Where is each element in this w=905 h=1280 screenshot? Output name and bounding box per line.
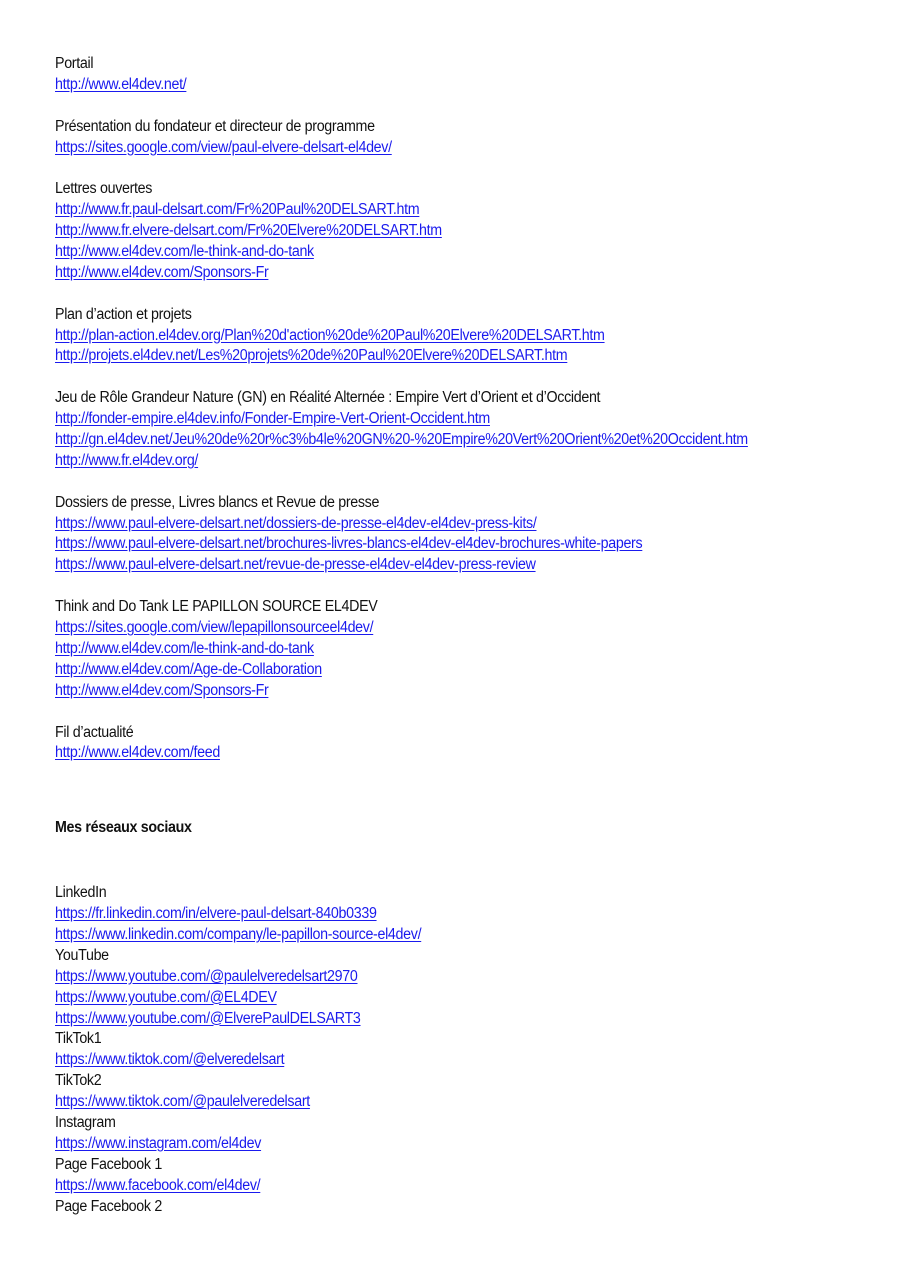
link[interactable]: http://www.el4dev.com/Sponsors-Fr	[55, 263, 269, 281]
section-title: Présentation du fondateur et directeur de programme	[55, 117, 375, 135]
social-heading: Mes réseaux sociaux	[55, 819, 192, 837]
section-title: Think and Do Tank LE PAPILLON SOURCE EL4DEV	[55, 598, 378, 616]
link[interactable]: https://www.youtube.com/@ElverePaulDELSART3	[55, 1009, 361, 1027]
link[interactable]: http://www.fr.el4dev.org/	[55, 451, 199, 469]
link[interactable]: http://www.el4dev.com/Age-de-Collaboration	[55, 660, 322, 678]
link[interactable]: http://fonder-empire.el4dev.info/Fonder-Empire-Vert-Orient-Occident.htm	[55, 410, 490, 428]
link[interactable]: https://fr.linkedin.com/in/elvere-paul-delsart-840b0339	[55, 905, 377, 923]
section-title: Jeu de Rôle Grandeur Nature (GN) en Réalité Alternée : Empire Vert d’Orient et d’Occident	[55, 389, 601, 407]
section-title: Portail	[55, 55, 94, 72]
link[interactable]: https://www.youtube.com/@EL4DEV	[55, 988, 277, 1006]
section-title: Fil d’actualité	[55, 723, 134, 741]
link[interactable]: http://www.el4dev.com/le-think-and-do-tank	[55, 639, 314, 657]
social-title-tiktok1: TikTok1	[55, 1030, 102, 1048]
section-dossiers-presse	[55, 493, 895, 577]
section-portail	[55, 54, 895, 96]
section-social	[55, 883, 895, 1217]
link[interactable]: https://www.paul-elvere-delsart.net/dossiers-de-presse-el4dev-el4dev-press-kits/	[55, 514, 537, 532]
link[interactable]: https://www.facebook.com/el4dev/	[55, 1176, 261, 1194]
section-lettres-ouvertes	[55, 179, 895, 283]
link[interactable]: http://projets.el4dev.net/Les%20projets%20de%20Paul%20Elvere%20DELSART.htm	[55, 347, 568, 365]
link[interactable]: https://www.paul-elvere-delsart.net/brochures-livres-blancs-el4dev-el4dev-brochures-white-papers	[55, 535, 643, 553]
social-title-instagram: Instagram	[55, 1113, 116, 1131]
link[interactable]: https://www.linkedin.com/company/le-papillon-source-el4dev/	[55, 925, 422, 943]
link[interactable]: https://sites.google.com/view/paul-elvere-delsart-el4dev/	[55, 138, 392, 156]
link[interactable]: https://www.paul-elvere-delsart.net/revue-de-presse-el4dev-el4dev-press-review	[55, 556, 536, 574]
section-title: Plan d’action et projets	[55, 305, 192, 323]
section-plan-action	[55, 305, 895, 368]
link[interactable]: https://sites.google.com/view/lepapillonsourceel4dev/	[55, 619, 374, 637]
social-title-facebook1: Page Facebook 1	[55, 1155, 162, 1173]
section-think-do-tank	[55, 597, 895, 701]
social-title-facebook2: Page Facebook 2	[55, 1197, 162, 1215]
section-fil-actualite	[55, 723, 895, 765]
link[interactable]: http://www.fr.paul-delsart.com/Fr%20Paul%20DELSART.htm	[55, 201, 420, 219]
section-jeu-de-role	[55, 388, 895, 472]
link[interactable]: http://www.fr.elvere-delsart.com/Fr%20Elvere%20DELSART.htm	[55, 222, 442, 240]
section-title: Dossiers de presse, Livres blancs et Revue de presse	[55, 493, 380, 511]
link[interactable]: http://www.el4dev.net/	[55, 75, 187, 93]
link[interactable]: https://www.instagram.com/el4dev	[55, 1134, 262, 1152]
link[interactable]: https://www.youtube.com/@paulelveredelsart2970	[55, 967, 358, 985]
social-title-tiktok2: TikTok2	[55, 1072, 102, 1090]
social-title-linkedin: LinkedIn	[55, 884, 107, 902]
section-presentation	[55, 117, 895, 159]
link[interactable]: http://plan-action.el4dev.org/Plan%20d'action%20de%20Paul%20Elvere%20DELSART.htm	[55, 326, 605, 344]
document-page	[55, 54, 895, 1217]
link[interactable]: http://gn.el4dev.net/Jeu%20de%20r%c3%b4le%20GN%20-%20Empire%20Vert%20Orient%20et%20Occident.htm	[55, 431, 748, 449]
link[interactable]: http://www.el4dev.com/feed	[55, 744, 220, 762]
link[interactable]: https://www.tiktok.com/@elveredelsart	[55, 1051, 285, 1069]
link[interactable]: http://www.el4dev.com/le-think-and-do-tank	[55, 243, 314, 261]
link[interactable]: http://www.el4dev.com/Sponsors-Fr	[55, 681, 269, 699]
link[interactable]: https://www.tiktok.com/@paulelveredelsart	[55, 1093, 310, 1111]
section-title: Lettres ouvertes	[55, 180, 153, 198]
social-title-youtube: YouTube	[55, 946, 109, 964]
